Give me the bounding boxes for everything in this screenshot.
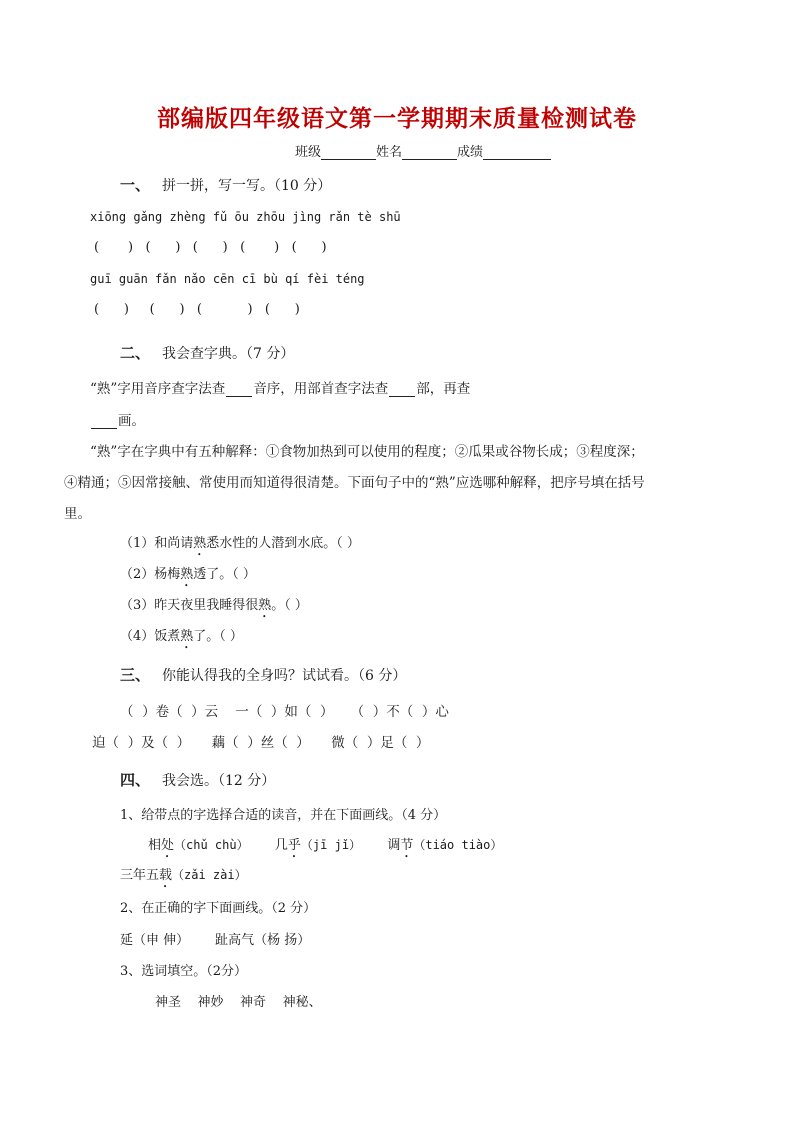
q-text: 调 <box>387 838 401 853</box>
score-label: 成绩 <box>457 145 484 160</box>
word-choices: 神圣 神妙 神奇 神秘、 <box>155 995 322 1010</box>
q-text: 了。（ ） <box>193 629 243 644</box>
q-text: 悉水性的人潜到水底。（ ） <box>206 536 360 551</box>
q-text: 几 <box>274 838 288 853</box>
section-4-title: 我会选。（12 分） <box>162 773 276 789</box>
char-choice-a[interactable]: 延（申 伸） <box>120 933 190 948</box>
q-text: 透了。（ ） <box>193 567 256 582</box>
section-2-title: 我会查字典。（7 分） <box>162 346 295 362</box>
section-4-heading <box>120 769 275 790</box>
dotted-char: 处 <box>161 838 175 853</box>
answer-parens-row-1[interactable]: ( ) ( ) ( ) ( ) ( ) <box>94 240 327 255</box>
question-4-3: 3、选词填空。（2分） <box>120 964 248 979</box>
section-3-title: 你能认得我的全身吗？试试看。（6 分） <box>162 668 407 684</box>
reading-choice-row-2 <box>120 864 247 891</box>
reading-choices-row <box>148 834 502 861</box>
question-4-1: 1、给带点的字选择合适的读音，并在下面画线。（4 分） <box>120 808 447 823</box>
answer-parens-row-2[interactable]: ( ) ( ) ( ) ( ) <box>94 302 300 317</box>
reading-choice-c[interactable]: （tiáo tiào） <box>413 838 503 852</box>
char-choice-row <box>120 929 310 948</box>
q-text: （3）昨天夜里我睡得很 <box>120 598 259 613</box>
question-2-2 <box>120 563 256 590</box>
reading-choice-b[interactable]: （jī jǐ） <box>300 838 362 852</box>
reading-choice-a[interactable]: （chǔ chù） <box>174 838 249 852</box>
q-text: （1）和尚请 <box>120 536 194 551</box>
question-2-3 <box>120 594 308 621</box>
q-text: （2）杨梅 <box>120 567 181 582</box>
question-2-4 <box>120 625 243 652</box>
section-2-heading <box>120 342 294 363</box>
definition-para-2: ④精通；⑤因常接触、常使用而知道得很清楚。下面句子中的“熟”应选哪种解释，把序号填在括号 <box>64 475 645 491</box>
q-text: 。（ ） <box>271 598 308 613</box>
dictionary-text-b: 音序，用部首查字法查 <box>253 381 389 397</box>
section-3-number: 三、 <box>120 666 151 684</box>
score-blank[interactable] <box>483 146 551 160</box>
dictionary-line-2 <box>90 409 145 429</box>
question-2-1 <box>120 532 360 559</box>
section-1-title: 拼一拼，写一写。（10 分） <box>162 178 332 194</box>
idiom-row-1[interactable]: （ ）卷（ ）云 一（ ）如（ ） （ ）不（ ）心 <box>120 704 449 720</box>
reading-choice-d[interactable]: （zǎi zài） <box>172 868 247 882</box>
dictionary-text-c: 部，再查 <box>416 381 471 397</box>
q-text: 三年五 <box>120 868 160 883</box>
q-text: （4）饭煮 <box>120 629 181 644</box>
blank-bushou[interactable] <box>389 384 415 397</box>
dotted-char: 载 <box>159 868 173 883</box>
pinyin-row-2: guī guān fǎn nǎo cēn cī bù qí fèi téng <box>90 272 365 286</box>
dotted-char: 熟 <box>193 536 207 551</box>
dotted-char: 熟 <box>180 567 194 582</box>
section-1-heading <box>120 174 331 195</box>
student-info-line <box>295 141 551 160</box>
section-2-number: 二、 <box>120 344 151 362</box>
question-4-2: 2、在正确的字下面画线。（2 分） <box>120 901 317 916</box>
dotted-char: 熟 <box>258 598 272 613</box>
char-choice-b[interactable]: 趾高气（杨 扬） <box>215 933 311 948</box>
dictionary-text-a: “熟”字用音序查字法查 <box>90 381 226 397</box>
blank-bihua[interactable] <box>91 416 117 429</box>
definition-para-1: “熟”字在字典中有五种解释：①食物加热到可以使用的程度；②瓜果或谷物长成；③程度深； <box>90 444 644 460</box>
dotted-char: 节 <box>400 838 414 853</box>
pinyin-row-1: xiōng gǎng zhèng fǔ ōu zhōu jìng rǎn tè shū <box>90 210 401 224</box>
section-3-heading <box>120 664 406 685</box>
dictionary-line-1 <box>90 377 470 397</box>
dotted-char: 乎 <box>287 838 301 853</box>
section-4-number: 四、 <box>120 771 151 789</box>
page-title: 部编版四年级语文第一学期期末质量检测试卷 <box>157 105 637 132</box>
definition-para-3: 里。 <box>64 506 91 522</box>
q-text: 相 <box>148 838 162 853</box>
blank-yinxu[interactable] <box>226 384 252 397</box>
dotted-char: 熟 <box>180 629 194 644</box>
section-1-number: 一、 <box>120 176 151 194</box>
idiom-row-2[interactable]: 迫（ ）及（ ） 藕（ ）丝（ ） 微（ ）足（ ） <box>92 735 430 751</box>
name-blank[interactable] <box>402 146 457 160</box>
class-blank[interactable] <box>321 146 376 160</box>
class-label: 班级 <box>295 145 322 160</box>
name-label: 姓名 <box>376 145 403 160</box>
dictionary-text-d: 画。 <box>118 413 145 429</box>
